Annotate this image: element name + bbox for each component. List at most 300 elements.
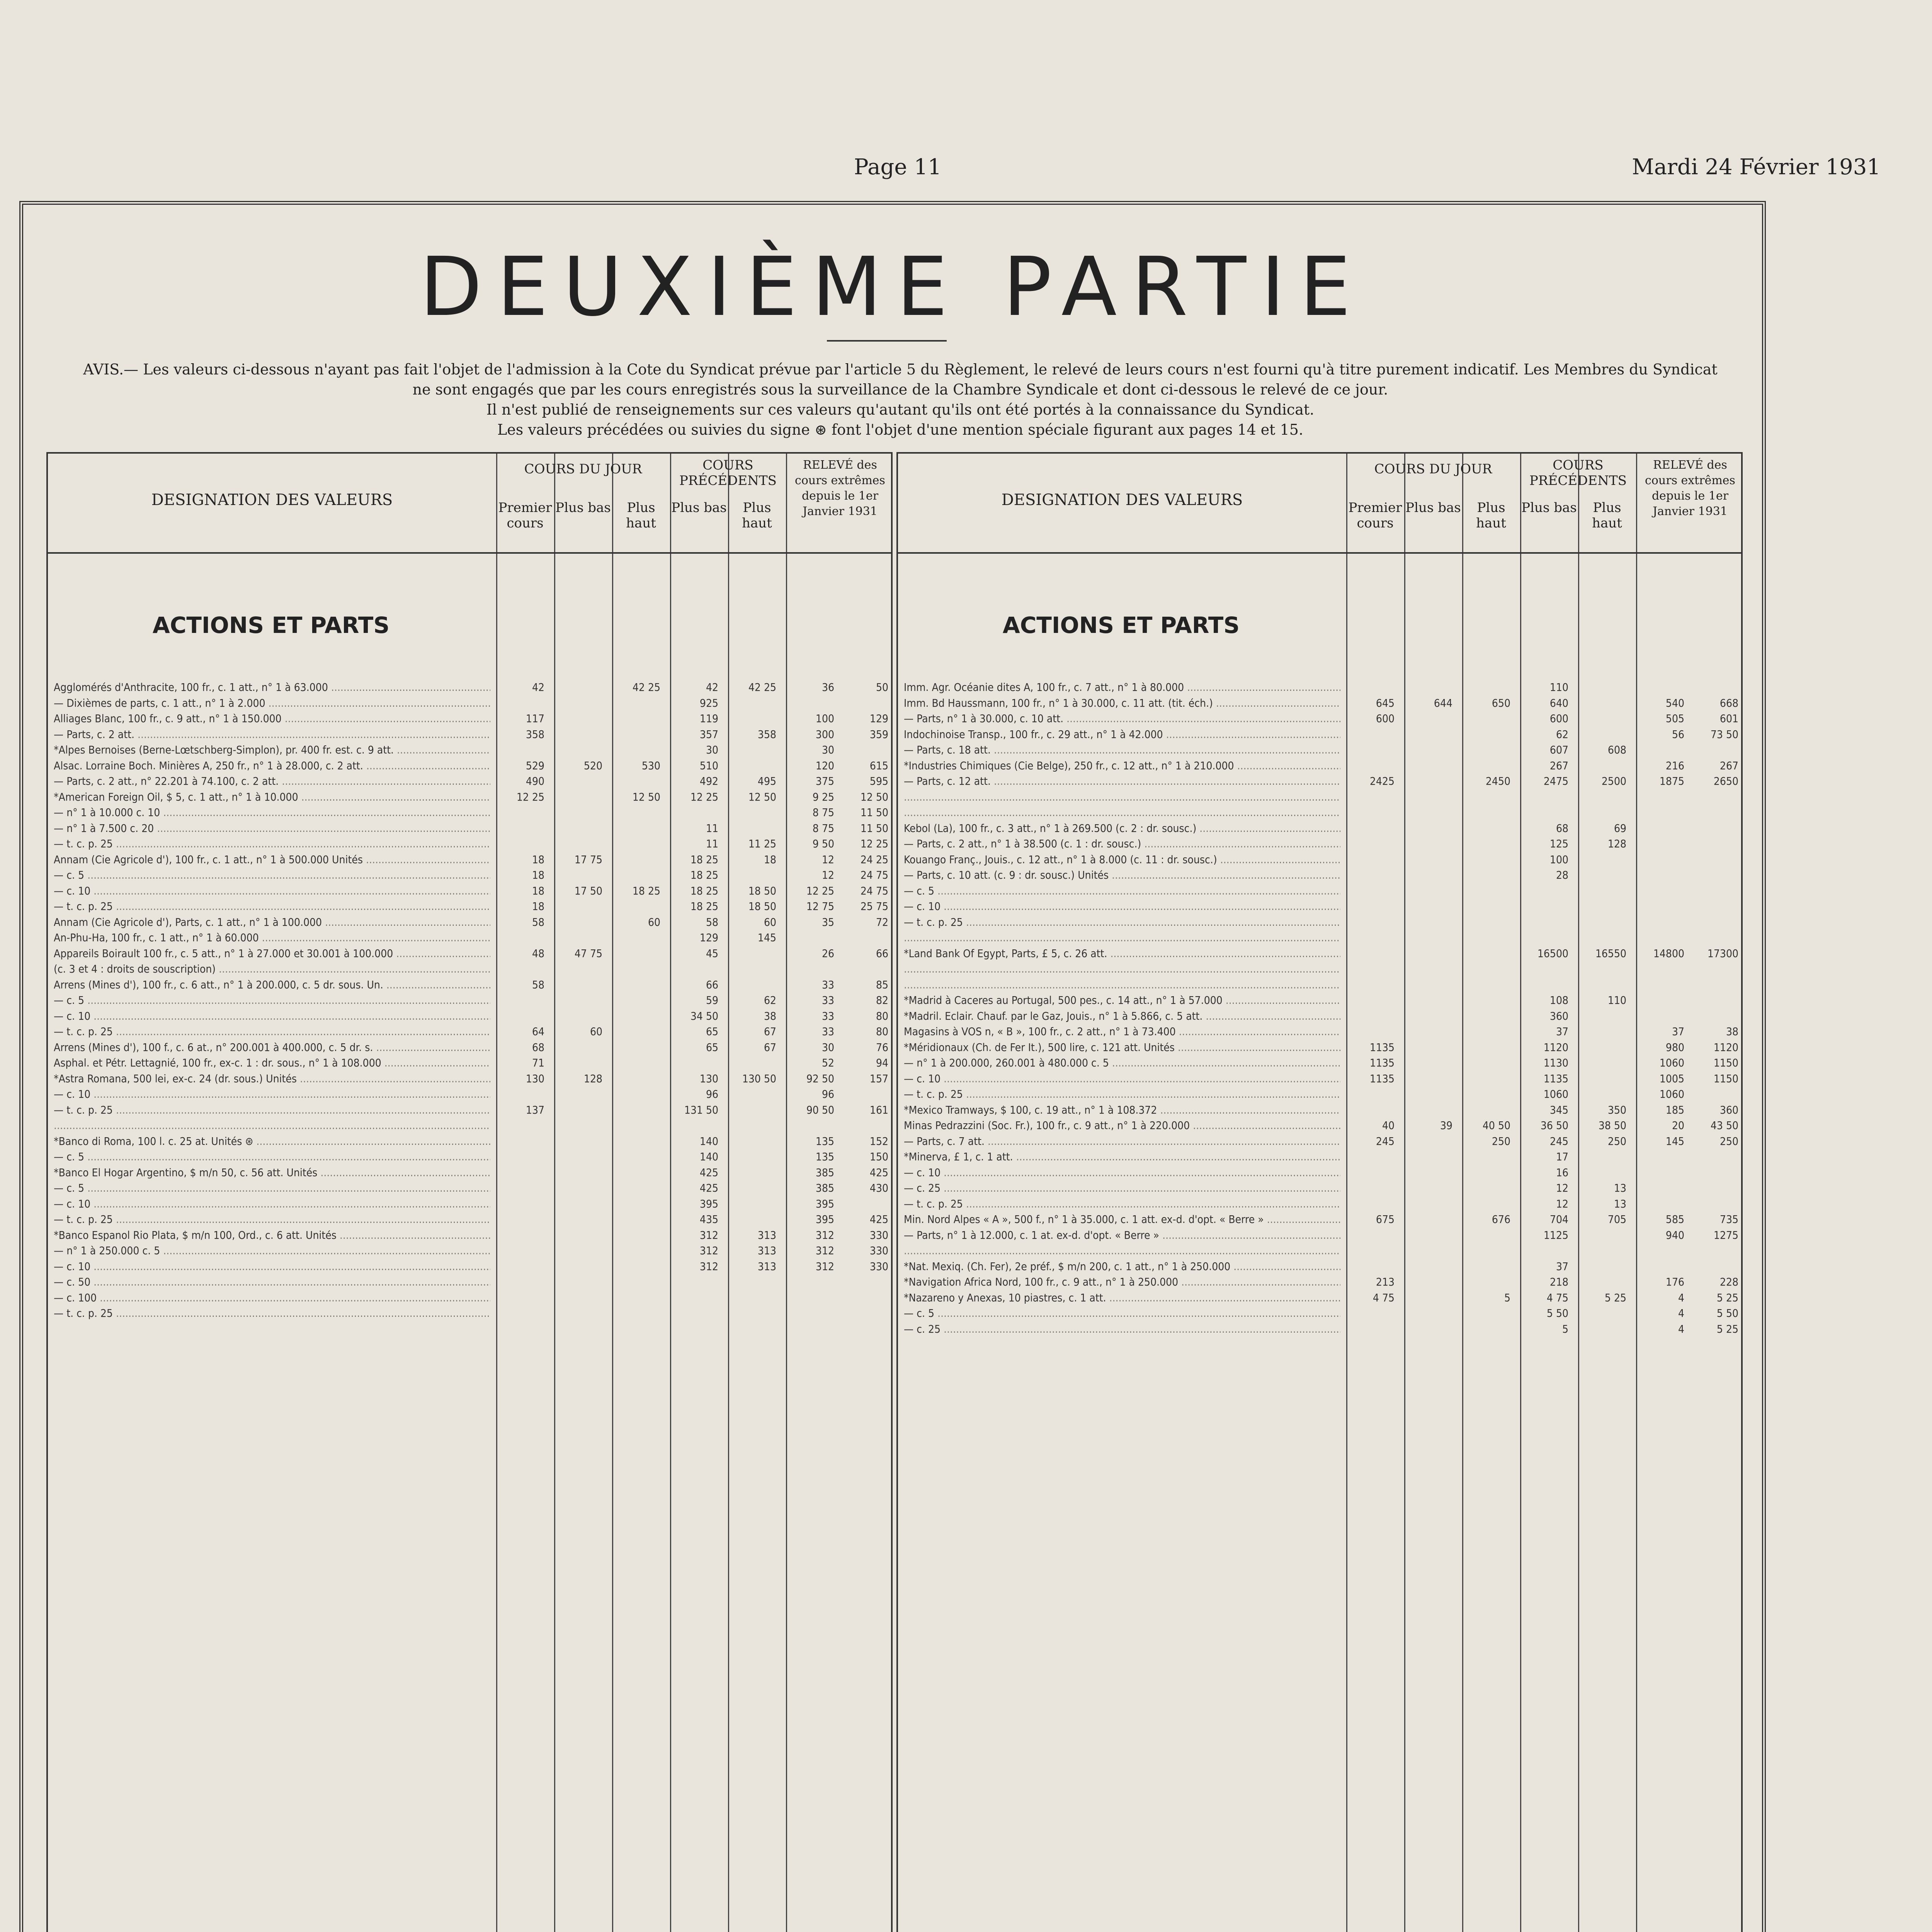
security-name: — Parts, c. 7 att. .....	[904, 1134, 1340, 1149]
jour-plus-haut-cell: 676	[1492, 1213, 1510, 1226]
cours-precedents-header: COURS PRÉCÉDENTS	[1529, 457, 1627, 488]
releve-plus-bas-cell: 90 50	[806, 1103, 834, 1116]
security-name: — Dixièmes de parts, c. 1 att., n° 1 à 2.000 .....	[54, 696, 490, 711]
prec-plus-bas-cell: 96	[706, 1088, 718, 1100]
jour-plus-bas-cell: 47 75	[574, 947, 602, 960]
security-name	[904, 805, 1340, 820]
security-name: — c. 10 .....	[54, 883, 490, 899]
table-row	[54, 899, 888, 915]
security-name: *Nazareno y Anexas, 10 piastres, c. 1 att. .....	[904, 1290, 1340, 1306]
security-name: — c. 5 .....	[54, 1180, 490, 1196]
table-row	[54, 961, 888, 977]
releve-plus-bas-cell: 540	[1665, 696, 1684, 709]
security-name: — t. c. p. 25 .....	[54, 899, 490, 914]
right-rows	[904, 680, 1738, 1337]
premier-cours-cell: 18	[532, 900, 544, 913]
security-name: (c. 3 et 4 : droits de souscription) .....	[54, 961, 490, 977]
prec-plus-bas-cell: 45	[706, 947, 718, 960]
prec-plus-bas-cell: 34 50	[690, 1009, 718, 1022]
jour-plus-bas-cell: 39	[1440, 1119, 1452, 1132]
table-row	[904, 1259, 1738, 1275]
security-name: *Banco di Roma, 100 l. c. 25 at. Unités ⊛ .....	[54, 1134, 490, 1149]
prec-plus-haut-cell: 16550	[1595, 947, 1626, 960]
table-row	[904, 915, 1738, 930]
premier-cours-cell: 600	[1376, 712, 1395, 725]
prec-plus-bas-cell: 5 50	[1546, 1307, 1568, 1320]
releve-plus-bas-cell: 92 50	[806, 1072, 834, 1085]
releve-plus-haut-cell: 12 50	[860, 790, 888, 803]
premier-cours-cell: 58	[532, 915, 544, 929]
security-name: — c. 50 .....	[54, 1274, 490, 1290]
prec-plus-haut-cell: 18 50	[748, 884, 776, 897]
security-name: Asphal. et Pétr. Lettagnié, 100 fr., ex-c. 1 : dr. sous., n° 1 à 108.000 .....	[54, 1055, 490, 1071]
releve-plus-haut-cell: 359	[869, 728, 888, 741]
prec-plus-bas-cell: 125	[1549, 837, 1568, 850]
prec-plus-bas-cell: 425	[699, 1166, 718, 1179]
table-row	[54, 1274, 888, 1290]
security-name: — c. 10 .....	[54, 1196, 490, 1212]
premier-cours-cell: 1135	[1369, 1041, 1395, 1054]
jour-plus-haut-cell: 5	[1504, 1291, 1510, 1304]
security-name: — c. 5 .....	[904, 1306, 1340, 1321]
prec-plus-bas-cell: 16500	[1537, 947, 1568, 960]
table-row	[54, 742, 888, 758]
table-row	[54, 1165, 888, 1181]
security-name: — c. 100 .....	[54, 1290, 490, 1306]
premier-cours-cell: 40	[1382, 1119, 1395, 1132]
prec-plus-bas-cell: 218	[1549, 1276, 1568, 1288]
releve-plus-haut-cell: 425	[869, 1166, 888, 1179]
security-name: Magasins à VOS n, « B », 100 fr., c. 2 att., n° 1 à 73.400 .....	[904, 1024, 1340, 1039]
cours-precedents-header: COURS PRÉCÉDENTS	[679, 457, 777, 488]
prec-plus-bas-cell: 68	[1556, 821, 1568, 835]
table-row	[904, 1228, 1738, 1243]
releve-plus-bas-cell: 96	[821, 1088, 834, 1100]
premier-cours-cell: 245	[1376, 1134, 1395, 1148]
prec-plus-bas-cell: 12	[1556, 1197, 1568, 1210]
header-rule	[898, 552, 1741, 554]
table-row	[904, 1180, 1738, 1196]
table-row	[904, 1306, 1738, 1321]
table-row	[904, 993, 1738, 1009]
releve-plus-bas-cell: 56	[1672, 728, 1684, 741]
releve-plus-bas-cell: 12	[821, 853, 834, 866]
security-name: — c. 25 .....	[904, 1321, 1340, 1337]
table-row	[54, 805, 888, 821]
releve-plus-bas-cell: 14800	[1653, 947, 1684, 960]
releve-plus-bas-cell: 4	[1678, 1322, 1684, 1335]
releve-plus-bas-cell: 36	[821, 681, 834, 694]
releve-plus-haut-cell: 228	[1719, 1276, 1738, 1288]
prec-plus-haut-cell: 608	[1607, 743, 1626, 756]
prec-plus-bas-header: Plus bas	[1521, 500, 1577, 515]
premier-cours-cell: 117	[526, 712, 544, 725]
releve-plus-haut-cell: 5 25	[1716, 1322, 1738, 1335]
prec-plus-haut-cell: 67	[764, 1025, 776, 1038]
security-name: *Madril. Eclair. Chauf. par le Gaz, Jouis., n° 1 à 5.866, c. 5 att. .....	[904, 1009, 1340, 1024]
releve-plus-bas-cell: 312	[815, 1260, 834, 1273]
page-header	[0, 147, 1932, 193]
prec-plus-bas-cell: 600	[1549, 712, 1568, 725]
releve-plus-haut-cell: 17300	[1707, 947, 1738, 960]
releve-plus-bas-cell: 312	[815, 1244, 834, 1257]
table-row	[54, 711, 888, 727]
prec-plus-bas-cell: 131 50	[684, 1103, 718, 1116]
table-row	[904, 805, 1738, 821]
security-name: *Astra Romana, 500 lei, ex-c. 24 (dr. sous.) Unités .....	[54, 1071, 490, 1087]
table-row	[54, 852, 888, 868]
releve-plus-bas-cell: 385	[815, 1182, 834, 1194]
jour-plus-bas-cell: 644	[1434, 696, 1452, 709]
premier-cours-cell: 4 75	[1372, 1291, 1395, 1304]
prec-plus-bas-cell: 245	[1549, 1134, 1568, 1148]
security-name: — c. 10 .....	[54, 1087, 490, 1102]
premier-cours-cell: 2425	[1369, 775, 1395, 787]
premier-cours-cell: 71	[532, 1056, 544, 1069]
prec-plus-bas-cell: 65	[706, 1041, 718, 1054]
table-row	[904, 836, 1738, 852]
security-name: *Banco Espanol Rio Plata, $ m/n 100, Ord., c. 6 att. Unités .....	[54, 1228, 490, 1243]
security-name: — t. c. p. 25 .....	[54, 1024, 490, 1039]
table-row	[904, 1118, 1738, 1134]
security-name: — n° 1 à 7.500 c. 20 .....	[54, 821, 490, 836]
prec-plus-bas-cell: 130	[699, 1072, 718, 1085]
security-name: Minas Pedrazzini (Soc. Fr.), 100 fr., c. 9 att., n° 1 à 220.000 .....	[904, 1118, 1340, 1133]
prec-plus-bas-cell: 11	[706, 837, 718, 850]
table-row	[54, 1180, 888, 1196]
releve-plus-bas-cell: 300	[815, 728, 834, 741]
releve-plus-haut-cell: 24 75	[860, 869, 888, 881]
prec-plus-haut-cell: 313	[757, 1260, 776, 1273]
prec-plus-bas-cell: 140	[699, 1134, 718, 1148]
prec-plus-bas-cell: 36 50	[1540, 1119, 1568, 1132]
releve-plus-haut-cell: 430	[869, 1182, 888, 1194]
table-row	[904, 1212, 1738, 1228]
security-name	[904, 789, 1340, 805]
prec-plus-haut-cell: 60	[764, 915, 776, 929]
releve-plus-bas-cell: 185	[1665, 1103, 1684, 1116]
prec-plus-bas-cell: 267	[1549, 759, 1568, 772]
releve-plus-bas-cell: 37	[1672, 1025, 1684, 1038]
prec-plus-haut-cell: 5 25	[1604, 1291, 1626, 1304]
releve-plus-haut-cell: 1120	[1713, 1041, 1738, 1054]
premier-cours-cell: 645	[1376, 696, 1395, 709]
table-row	[54, 1055, 888, 1071]
table-row	[54, 758, 888, 774]
prec-plus-bas-cell: 1120	[1543, 1041, 1568, 1054]
table-row	[54, 977, 888, 993]
security-name: Annam (Cie Agricole d'), Parts, c. 1 att., n° 1 à 100.000 .....	[54, 915, 490, 930]
prec-plus-haut-cell: 18 50	[748, 900, 776, 913]
prec-plus-bas-cell: 357	[699, 728, 718, 741]
plus-haut-header: Plus haut	[626, 500, 656, 531]
table-row	[54, 1071, 888, 1087]
security-name: *Mexico Tramways, $ 100, c. 19 att., n° 1 à 108.372 .....	[904, 1102, 1340, 1118]
premier-cours-cell: 18	[532, 853, 544, 866]
releve-header: RELEVÉ des cours extrêmes depuis le 1er Janvier 1931	[1645, 458, 1735, 518]
security-name: — Parts, n° 1 à 12.000, c. 1 at. ex-d. d'opt. « Berre » .....	[904, 1228, 1340, 1243]
security-name: — t. c. p. 25 .....	[54, 1102, 490, 1118]
table-row	[904, 1087, 1738, 1102]
releve-plus-haut-cell: 50	[876, 681, 888, 694]
designation-header: DESIGNATION DES VALEURS	[1001, 491, 1243, 509]
releve-plus-bas-cell: 216	[1665, 759, 1684, 772]
table-row	[54, 1102, 888, 1118]
table-row	[54, 727, 888, 743]
table-row	[54, 836, 888, 852]
security-name: — c. 25 .....	[904, 1180, 1340, 1196]
prec-plus-haut-cell: 18	[764, 853, 776, 866]
releve-plus-haut-cell: 24 75	[860, 884, 888, 897]
releve-plus-haut-cell: 11 50	[860, 806, 888, 819]
table-row	[904, 711, 1738, 727]
prec-plus-bas-cell: 492	[699, 775, 718, 787]
table-row	[904, 821, 1738, 837]
table-row	[54, 946, 888, 962]
prec-plus-haut-cell: 358	[757, 728, 776, 741]
releve-plus-haut-cell: 735	[1719, 1213, 1738, 1226]
table-row	[904, 1055, 1738, 1071]
table-row	[904, 1009, 1738, 1024]
security-name: — t. c. p. 25 .....	[54, 836, 490, 852]
prec-plus-haut-cell: 11 25	[748, 837, 776, 850]
releve-plus-bas-cell: 120	[815, 759, 834, 772]
security-name: — Parts, c. 12 att. .....	[904, 774, 1340, 789]
security-name: — Parts, c. 18 att. .....	[904, 742, 1340, 758]
premier-cours-cell: 213	[1376, 1276, 1395, 1288]
releve-plus-bas-cell: 395	[815, 1213, 834, 1226]
prec-plus-bas-cell: 62	[1556, 728, 1568, 741]
releve-plus-bas-cell: 1875	[1659, 775, 1684, 787]
releve-plus-bas-cell: 20	[1672, 1119, 1684, 1132]
table-row	[904, 1196, 1738, 1212]
plus-haut-header: Plus haut	[1476, 500, 1506, 531]
table-row	[904, 1243, 1738, 1259]
security-name: *American Foreign Oil, $ 5, c. 1 att., n° 1 à 10.000 .....	[54, 789, 490, 805]
releve-plus-bas-cell: 12	[821, 869, 834, 881]
releve-plus-bas-cell: 35	[821, 915, 834, 929]
releve-plus-haut-cell: 157	[869, 1072, 888, 1085]
table-row	[54, 1228, 888, 1243]
page-number: Page 11	[854, 155, 942, 180]
security-name: *Méridionaux (Ch. de Fer It.), 500 lire, c. 121 att. Unités .....	[904, 1040, 1340, 1055]
title-rule	[827, 340, 947, 342]
releve-plus-haut-cell: 360	[1719, 1103, 1738, 1116]
table-row	[904, 727, 1738, 743]
releve-plus-haut-cell: 80	[876, 1025, 888, 1038]
table-row	[904, 1321, 1738, 1337]
prec-plus-bas-cell: 140	[699, 1150, 718, 1163]
plus-bas-header: Plus bas	[555, 500, 611, 515]
releve-plus-haut-cell: 38	[1726, 1025, 1738, 1038]
security-name: Min. Nord Alpes « A », 500 f., n° 1 à 35.000, c. 1 att. ex-d. d'opt. « Berre » .....	[904, 1212, 1340, 1227]
releve-plus-bas-cell: 4	[1678, 1291, 1684, 1304]
releve-plus-haut-cell: 2650	[1713, 775, 1738, 787]
releve-plus-bas-cell: 8 75	[812, 806, 834, 819]
prec-plus-haut-cell: 313	[757, 1244, 776, 1257]
table-row	[904, 696, 1738, 711]
security-name: — n° 1 à 10.000 c. 10 .....	[54, 805, 490, 820]
prec-plus-bas-cell: 18 25	[690, 900, 718, 913]
premier-cours-cell: 529	[526, 759, 544, 772]
premier-cours-cell: 18	[532, 869, 544, 881]
releve-plus-bas-cell: 4	[1678, 1307, 1684, 1320]
prec-plus-bas-cell: 4 75	[1546, 1291, 1568, 1304]
security-name: Arrens (Mines d'), 100 f., c. 6 at., n° 200.001 à 400.000, c. 5 dr. s. .....	[54, 1040, 490, 1055]
premier-cours-cell: 358	[526, 728, 544, 741]
avis-line: Il n'est publié de renseignements sur ces valeurs qu'autant qu'ils ont été portés à la connaissance du Syndicat.	[486, 401, 1315, 418]
security-name	[904, 1243, 1340, 1259]
prec-plus-bas-cell: 704	[1549, 1213, 1568, 1226]
table-row	[54, 1196, 888, 1212]
security-name: Arrens (Mines d'), 100 fr., c. 6 att., n° 1 à 200.000, c. 5 dr. sous. Un. .....	[54, 977, 490, 993]
table-row	[54, 1087, 888, 1102]
table-row	[904, 1102, 1738, 1118]
releve-plus-bas-cell: 33	[821, 994, 834, 1007]
cours-du-jour-header: COURS DU JOUR	[1374, 461, 1492, 477]
security-name: *Nat. Mexiq. (Ch. Fer), 2e préf., $ m/n 200, c. 1 att., n° 1 à 250.000 .....	[904, 1259, 1340, 1274]
security-name: Appareils Boirault 100 fr., c. 5 att., n° 1 à 27.000 et 30.001 à 100.000 .....	[54, 946, 490, 961]
releve-plus-bas-cell: 940	[1665, 1228, 1684, 1242]
security-name: Kouango Franç., Jouis., c. 12 att., n° 1 à 8.000 (c. 11 : dr. sousc.) .....	[904, 852, 1340, 867]
prec-plus-bas-cell: 425	[699, 1182, 718, 1194]
prec-plus-bas-cell: 640	[1549, 696, 1568, 709]
table-row	[904, 977, 1738, 993]
table-row	[904, 1165, 1738, 1181]
releve-plus-haut-cell: 601	[1719, 712, 1738, 725]
prec-plus-bas-cell: 312	[699, 1228, 718, 1242]
releve-plus-bas-cell: 33	[821, 1025, 834, 1038]
table-row	[54, 867, 888, 883]
security-name: — c. 10 .....	[904, 1071, 1340, 1087]
premier-cours-cell: 18	[532, 884, 544, 897]
security-name: — Parts, c. 2 att. .....	[54, 727, 490, 742]
releve-plus-haut-cell: 425	[869, 1213, 888, 1226]
jour-plus-haut-cell: 42 25	[632, 681, 660, 694]
premier-cours-cell: 137	[526, 1103, 544, 1116]
releve-plus-haut-cell: 595	[869, 775, 888, 787]
releve-plus-bas-cell: 312	[815, 1228, 834, 1242]
releve-plus-haut-cell: 1275	[1713, 1228, 1738, 1242]
security-name: — t. c. p. 25 .....	[904, 915, 1340, 930]
releve-plus-haut-cell: 330	[869, 1228, 888, 1242]
prec-plus-haut-cell: 313	[757, 1228, 776, 1242]
releve-plus-haut-cell: 5 50	[1716, 1307, 1738, 1320]
releve-plus-haut-cell: 73 50	[1710, 728, 1738, 741]
releve-plus-bas-cell: 52	[821, 1056, 834, 1069]
releve-plus-bas-cell: 12 25	[806, 884, 834, 897]
security-name: Agglomérés d'Anthracite, 100 fr., c. 1 att., n° 1 à 63.000 .....	[54, 680, 490, 695]
security-name: — t. c. p. 25 .....	[54, 1306, 490, 1321]
prec-plus-bas-cell: 312	[699, 1260, 718, 1273]
security-name: — t. c. p. 25 .....	[904, 1087, 1340, 1102]
releve-plus-haut-cell: 615	[869, 759, 888, 772]
jour-plus-haut-cell: 60	[648, 915, 660, 929]
prec-plus-haut-cell: 130 50	[742, 1072, 776, 1085]
prec-plus-haut-cell: 2500	[1601, 775, 1626, 787]
releve-plus-bas-cell: 9 50	[812, 837, 834, 850]
security-name: An-Phu-Ha, 100 fr., c. 1 att., n° 1 à 60.000 .....	[54, 930, 490, 946]
releve-plus-bas-cell: 26	[821, 947, 834, 960]
prec-plus-bas-cell: 30	[706, 743, 718, 756]
table-row	[54, 821, 888, 837]
prec-plus-haut-cell: 42 25	[748, 681, 776, 694]
releve-plus-haut-cell: 80	[876, 1009, 888, 1022]
security-name: — Parts, n° 1 à 30.000, c. 10 att. .....	[904, 711, 1340, 726]
prec-plus-bas-cell: 18 25	[690, 869, 718, 881]
releve-plus-bas-cell: 145	[1665, 1134, 1684, 1148]
security-name: Alsac. Lorraine Boch. Minières A, 250 fr., n° 1 à 28.000, c. 2 att. .....	[54, 758, 490, 774]
releve-plus-haut-cell: 82	[876, 994, 888, 1007]
table-row	[54, 883, 888, 899]
table-row	[904, 758, 1738, 774]
prec-plus-bas-cell: 2475	[1543, 775, 1568, 787]
premier-cours-cell: 1135	[1369, 1056, 1395, 1069]
table-row	[54, 915, 888, 930]
prec-plus-haut-cell: 13	[1614, 1182, 1626, 1194]
releve-plus-haut-cell: 5 25	[1716, 1291, 1738, 1304]
table-row	[54, 680, 888, 696]
jour-plus-bas-cell: 520	[583, 759, 602, 772]
table-row	[54, 1024, 888, 1040]
table-row	[54, 1040, 888, 1056]
prec-plus-bas-cell: 12	[1556, 1182, 1568, 1194]
releve-plus-bas-cell: 585	[1665, 1213, 1684, 1226]
security-name: Alliages Blanc, 100 fr., c. 9 att., n° 1 à 150.000 .....	[54, 711, 490, 726]
table-row	[904, 1134, 1738, 1150]
prec-plus-haut-cell: 110	[1607, 994, 1626, 1007]
releve-plus-haut-cell: 1150	[1713, 1056, 1738, 1069]
prec-plus-haut-cell: 38	[764, 1009, 776, 1022]
prec-plus-bas-cell: 18 25	[690, 853, 718, 866]
table-row	[904, 1149, 1738, 1165]
table-row	[904, 789, 1738, 805]
releve-plus-haut-cell: 85	[876, 978, 888, 991]
prec-plus-haut-cell: 705	[1607, 1213, 1626, 1226]
table-row	[54, 1306, 888, 1321]
prec-plus-bas-cell: 37	[1556, 1025, 1568, 1038]
table-row	[904, 1024, 1738, 1040]
releve-plus-bas-cell: 176	[1665, 1276, 1684, 1288]
prec-plus-bas-header: Plus bas	[671, 500, 727, 515]
prec-plus-haut-cell: 38 50	[1598, 1119, 1626, 1132]
prec-plus-bas-cell: 360	[1549, 1009, 1568, 1022]
security-name: *Minerva, £ 1, c. 1 att. .....	[904, 1149, 1340, 1165]
left-rows	[54, 680, 888, 1321]
table-row	[54, 1134, 888, 1150]
prec-plus-haut-cell: 145	[757, 931, 776, 944]
table-row	[904, 946, 1738, 962]
prec-plus-bas-cell: 1125	[1543, 1228, 1568, 1242]
page-title: DEUXIÈME PARTIE	[420, 240, 1366, 334]
security-name: *Banco El Hogar Argentino, $ m/n 50, c. 56 att. Unités .....	[54, 1165, 490, 1180]
premier-cours-cell: 130	[526, 1072, 544, 1085]
prec-plus-bas-cell: 435	[699, 1213, 718, 1226]
releve-plus-bas-cell: 1005	[1659, 1072, 1684, 1085]
prec-plus-haut-cell: 67	[764, 1041, 776, 1054]
releve-plus-bas-cell: 395	[815, 1197, 834, 1210]
prec-plus-bas-cell: 395	[699, 1197, 718, 1210]
prec-plus-bas-cell: 607	[1549, 743, 1568, 756]
prec-plus-bas-cell: 925	[699, 696, 718, 709]
table-row	[54, 1243, 888, 1259]
releve-plus-haut-cell: 668	[1719, 696, 1738, 709]
prec-plus-bas-cell: 110	[1549, 681, 1568, 694]
jour-plus-haut-cell: 650	[1492, 696, 1510, 709]
releve-plus-bas-cell: 33	[821, 1009, 834, 1022]
prec-plus-bas-cell: 42	[706, 681, 718, 694]
releve-plus-bas-cell: 33	[821, 978, 834, 991]
